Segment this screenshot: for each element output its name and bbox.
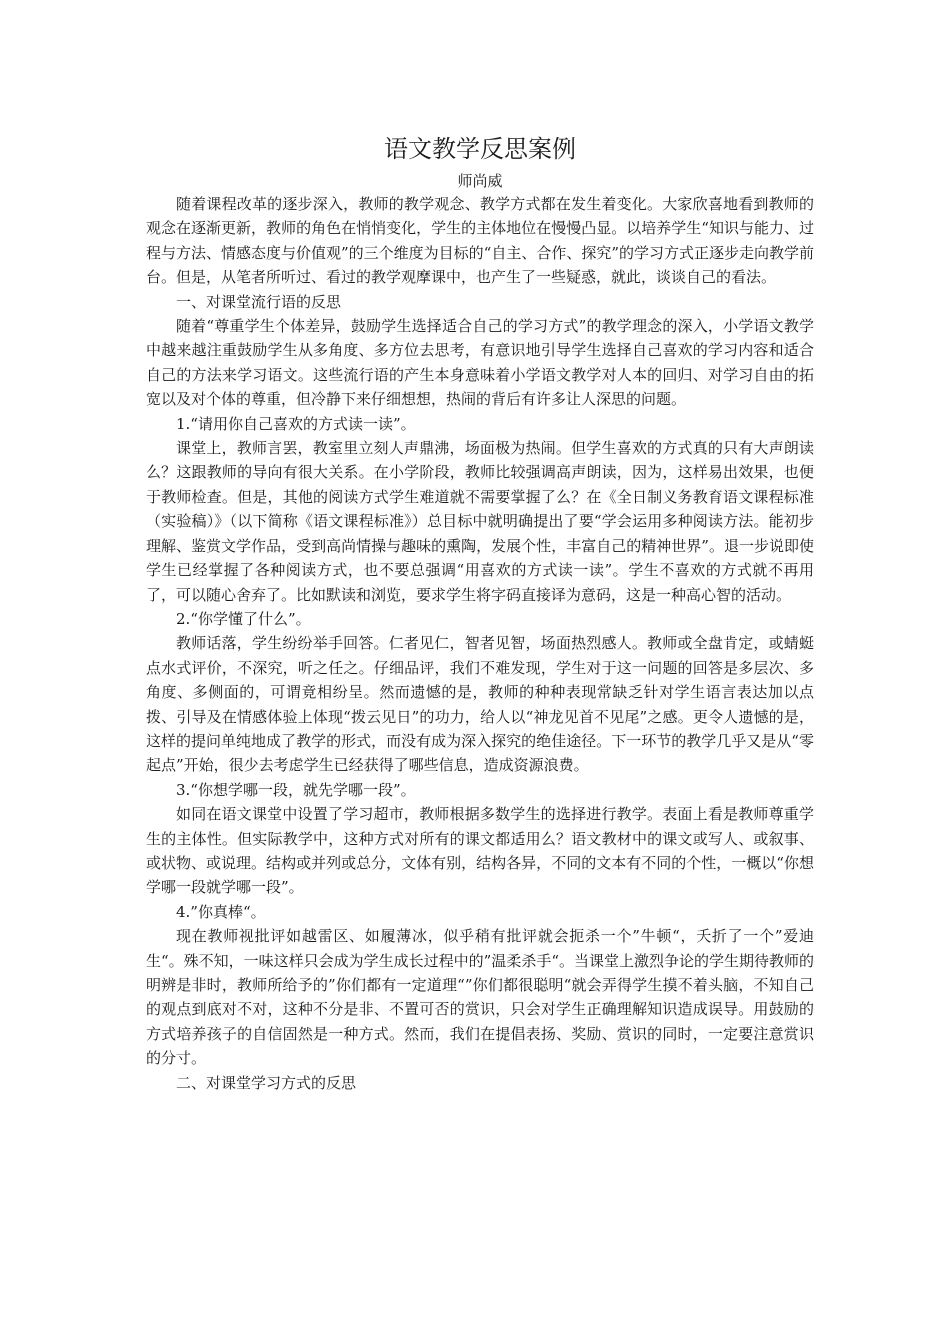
- subheading-1: 1.“请用你自己喜欢的方式读一读”。: [176, 414, 416, 433]
- document-author: 师尚威: [457, 172, 503, 190]
- document-title: 语文教学反思案例: [384, 135, 576, 163]
- subheading-2: 2.“你学懂了什么”。: [176, 609, 311, 628]
- section-heading-2: 二、对课堂学习方式的反思: [176, 1073, 357, 1092]
- section-heading-1: 一、对课堂流行语的反思: [176, 292, 342, 311]
- body-paragraph: 教师话落，学生纷纷举手回答。仁者见仁，智者见智，场面热烈感人。教师或全盘肯定，或蜻蜓点水式评价，不深究，听之任之。仔细品评，我们不难发现，学生对于这一问题的回答是多层次、多角度、多侧面的，可谓竟相纷呈。然而遗憾的是，教师的种种表现常缺乏针对学生语言表达加以点拨、引导及在情感体验上体现“拨云见日”的功力，给人以“神龙见首不见尾”之感。更令人遗憾的是，这样的提问单纯地成了教学的形式，而没有成为深入探究的绝佳途径。下一环节的教学几乎又是从“零起点”开始，很少去考虑学生已经获得了哪些信息，造成资源浪费。: [146, 634, 814, 775]
- body-paragraph: 现在教师视批评如越雷区、如履薄冰，似乎稍有批评就会扼杀一个”牛顿“，夭折了一个”爱迪生“。殊不知，一味这样只会成为学生成长过程中的”温柔杀手“。当课堂上激烈争论的学生期待教师的明辨是非时，教师所给予的”你们都有一定道理“”你们都很聪明“就会弄得学生摸不着头脑，不知自己的观点到底对不对，这种不分是非、不置可否的赏识，只会对学生正确理解知识造成误导。用鼓励的方式培养孩子的自信固然是一种方式。然而，我们在提倡表扬、奖励、赏识的同时，一定要注意赏识的分寸。: [146, 927, 815, 1068]
- subheading-4: 4.”你真棒“。: [176, 902, 266, 921]
- body-paragraph: 课堂上，教师言罢，教室里立刻人声鼎沸，场面极为热闹。但学生喜欢的方式真的只有大声朗读么？这跟教师的导向有很大关系。在小学阶段，教师比较强调高声朗读，因为，这样易出效果，也便于教师检查。但是，其他的阅读方式学生难道就不需要掌握了么？在《全日制义务教育语文课程标准（实验稿）》（以下简称《语文课程标准》）总目标中就明确提出了要“学会运用多种阅读方法。能初步理解、鉴赏文学作品，受到高尚情操与趣味的熏陶，发展个性，丰富自己的精神世界”。退一步说即使学生已经掌握了各种阅读方式，也不要总强调“用喜欢的方式读一读”。学生不喜欢的方式就不再用了，可以随心舍弃了。比如默读和浏览，要求学生将字码直接译为意码，这是一种高心智的活动。: [146, 439, 814, 604]
- intro-paragraph: 随着课程改革的逐步深入，教师的教学观念、教学方式都在发生着变化。大家欣喜地看到教师的观念在逐渐更新，教师的角色在悄悄变化，学生的主体地位在慢慢凸显。以培养学生“知识与能力、过程与方法、情感态度与价值观”的三个维度为目标的“自主、合作、探究”的学习方式正逐步走向教学前台。但是，从笔者所听过、看过的教学观摩课中，也产生了一些疑惑，就此，谈谈自己的看法。: [146, 195, 815, 287]
- subheading-3: 3.“你想学哪一段，就先学哪一段”。: [176, 780, 416, 799]
- body-paragraph: 如同在语文课堂中设置了学习超市，教师根据多数学生的选择进行教学。表面上看是教师尊重学生的主体性。但实际教学中，这种方式对所有的课文都适用么？语文教材中的课文或写人、或叙事、或状物、或说理。结构或并列或总分，文体有别，结构各异，不同的文本有不同的个性，一概以“你想学哪一段就学哪一段”。: [146, 805, 814, 897]
- body-paragraph: 随着“尊重学生个体差异，鼓励学生选择适合自己的学习方式”的教学理念的深入，小学语文教学中越来越注重鼓励学生从多角度、多方位去思考，有意识地引导学生选择自己喜欢的学习内容和适合自己的方法来学习语文。这些流行语的产生本身意味着小学语文教学对人本的回归、对学习自由的拓宽以及对个体的尊重，但冷静下来仔细想想，热闹的背后有许多让人深思的问题。: [146, 317, 814, 409]
